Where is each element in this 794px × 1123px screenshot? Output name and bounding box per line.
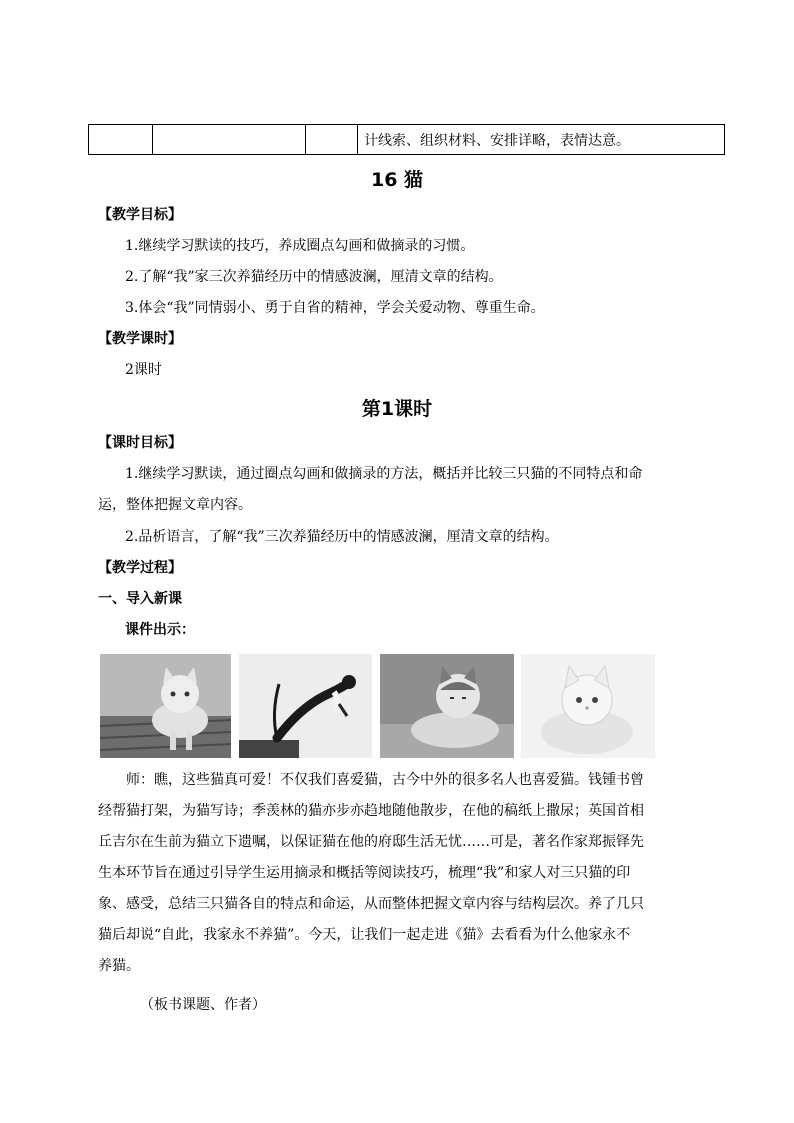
kitten-standing-photo <box>100 654 231 758</box>
paragraph-line: 师：瞧，这些猫真可爱！不仅我们喜爱猫，古今中外的很多名人也喜爱猫。钱锺书曾 <box>126 772 644 788</box>
paragraph-line: 养猫。 <box>98 958 140 974</box>
period-goal-item: 2.品析语言，了解“我”三次养猫经历中的情感波澜，厘清文章的结构。 <box>125 529 559 545</box>
table-row <box>88 124 725 155</box>
paragraph-line: 经帮猫打架，为猫写诗；季羡林的猫亦步亦趋地随他散步，在他的稿纸上撒尿；英国首相 <box>98 803 644 819</box>
period-goal-item-cont: 运，整体把握文章内容。 <box>98 497 252 513</box>
lesson-title: 16 猫 <box>370 169 424 191</box>
section-heading-goals: 【教学目标】 <box>98 207 182 223</box>
courseware-label: 课件出示： <box>125 622 195 638</box>
hours-text: 2课时 <box>125 362 162 378</box>
period-goal-item: 1.继续学习默读，通过圈点勾画和做摘录的方法，概括并比较三只猫的不同特点和命 <box>125 466 643 482</box>
goal-item: 1.继续学习默读的技巧，养成圈点勾画和做摘录的习惯。 <box>125 238 475 254</box>
paragraph-line: 象、感受，总结三只猫各自的特点和命运，从而整体把握文章内容与结构层次。养了几只 <box>98 896 644 912</box>
cat-lying-photo <box>380 654 514 758</box>
table-cell <box>89 125 153 154</box>
paragraph-line: 猫后却说“自此，我家永不养猫”。今天，让我们一起走进《猫》去看看为什么他家永不 <box>98 927 631 943</box>
paragraph-line: 丘吉尔在生前为猫立下遗嘱，以保证猫在他的府邸生活无忧……可是，著名作家郑振铎先 <box>98 834 644 850</box>
teacher-paragraph <box>98 765 722 982</box>
table-cell <box>153 125 306 154</box>
section-heading-period-goals: 【课时目标】 <box>98 435 182 451</box>
goal-item: 3.体会“我”同情弱小、勇于自省的精神，学会关爱动物、尊重生命。 <box>125 300 545 316</box>
cat-jumping-photo <box>239 654 372 758</box>
step-heading: 一、导入新课 <box>98 591 182 607</box>
board-note: （板书课题、作者） <box>140 997 266 1013</box>
section-heading-process: 【教学过程】 <box>98 560 182 576</box>
paragraph-line: 生本环节旨在通过引导学生运用摘录和概括等阅读技巧，梳理“我”和家人对三只猫的印 <box>98 865 631 881</box>
goal-item: 2.了解“我”家三次养猫经历中的情感波澜，厘清文章的结构。 <box>125 269 503 285</box>
table-cell-text: 计线索、组织材料、安排详略，表情达意。 <box>364 133 630 149</box>
white-kitten-photo <box>521 654 655 758</box>
section-heading-hours: 【教学课时】 <box>98 331 182 347</box>
period-title: 第1课时 <box>361 398 433 420</box>
table-cell <box>306 125 358 154</box>
